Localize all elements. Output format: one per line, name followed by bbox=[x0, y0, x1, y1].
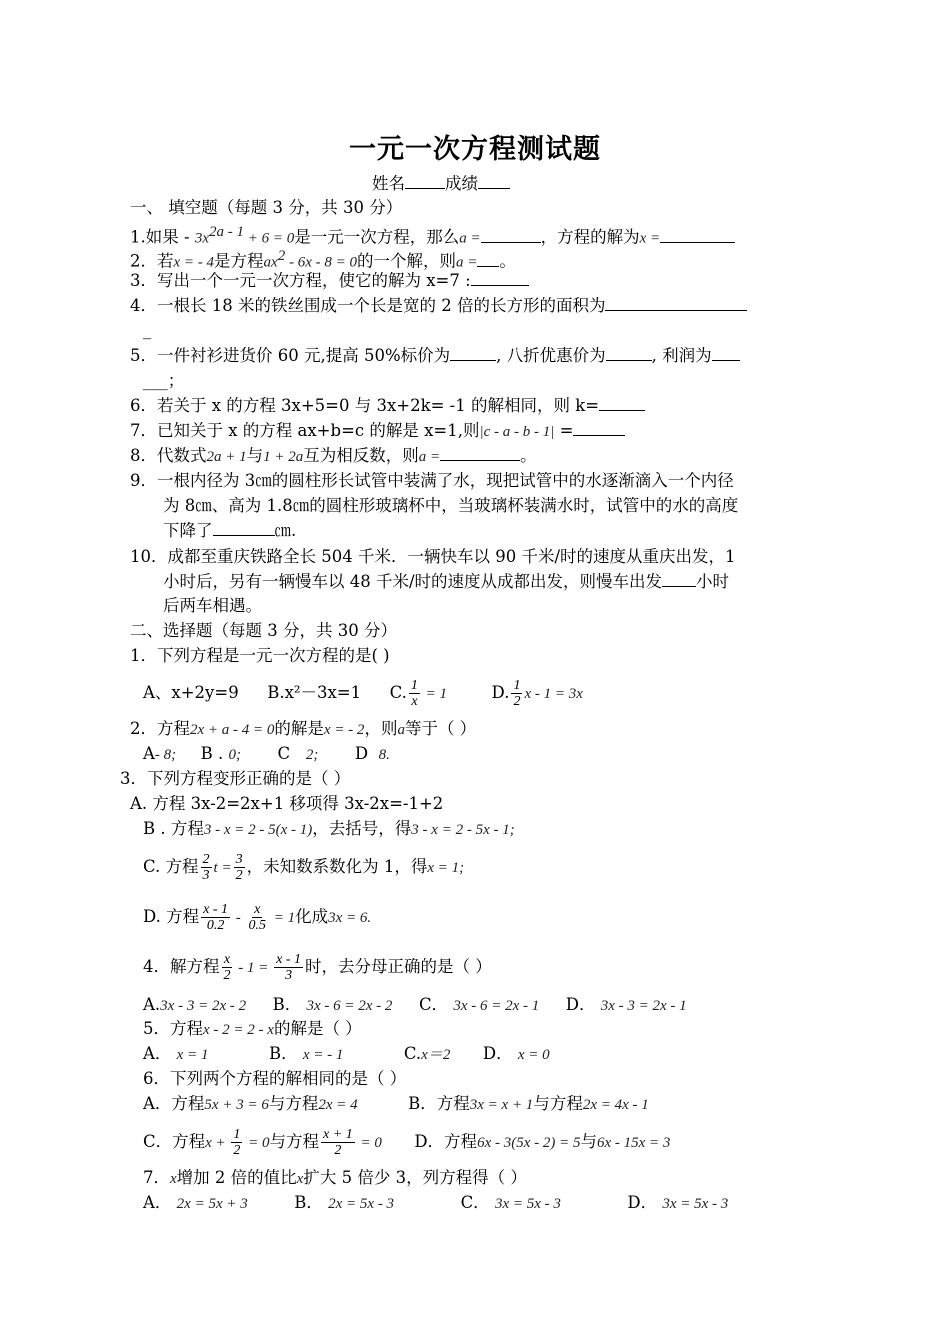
fill-q1: 1.如果 - $3x^{2a - 1} + 6 = 0$是一元一次方程，那么a = ，方程的解为x = bbox=[130, 220, 735, 251]
fill-q9-line1: 9．一根内径为 3㎝的圆柱形长试管中装满了水，现把试管中的水逐渐滴入一个内径 bbox=[130, 471, 734, 490]
fill-q5: 5．一件衬衫进货价 60 元,提高 50%标价为 , 八折优惠价为 , 利润为 bbox=[130, 344, 740, 368]
answer-blank[interactable] bbox=[481, 227, 541, 243]
fill-q6: 6．若关于 x 的方程 3x+5=0 与 3x+2k= -1 的解相同，则 k= bbox=[130, 394, 645, 418]
choice-q4-options: A.3x - 3 = 2x - 2 B． 3x - 6 = 2x - 2 C． 3x - 6 = 2x - 1 D． 3x - 3 = 2x - 1 bbox=[143, 995, 687, 1014]
fill-q3: 3．写出一个一元一次方程，使它的解为 x=7 : bbox=[130, 269, 529, 293]
answer-blank[interactable] bbox=[477, 251, 499, 267]
answer-blank[interactable] bbox=[440, 445, 520, 461]
fill-q8: 8．代数式2a + 1与1 + 2a互为相反数，则a = 。 bbox=[130, 446, 537, 465]
choice-q4-stem: 4．解方程 $\frac{x}{2}$ - 1 = $\frac{x - 1}{3}$ 时，去分母正确的是（ ） bbox=[143, 952, 492, 983]
fill-q7: 7．已知关于 x 的方程 ax+b=c 的解是 x=1,则|c - a - b - 1| = bbox=[130, 419, 625, 444]
score-blank[interactable] bbox=[478, 173, 510, 189]
choice-q5-stem: 5．方程x - 2 = 2 - x的解是（ ） bbox=[143, 1019, 362, 1038]
fill-q4: 4．一根长 18 米的铁丝围成一个长是宽的 2 倍的长方形的面积为 bbox=[130, 294, 747, 318]
choice-q2-stem: 2．方程2x + a - 4 = 0的解是x = - 2，则a等于（ ） bbox=[130, 719, 477, 738]
choice-q6-options-ab: A．方程5x + 3 = 6与方程2x = 4 B．方程3x = x + 1与方程2x = 4x - 1 bbox=[143, 1094, 649, 1113]
choice-q6-stem: 6．下列两个方程的解相同的是（ ） bbox=[143, 1069, 407, 1088]
fill-q10-line2: 小时后，另有一辆慢车以 48 千米/时的速度从成都出发，则慢车出发 小时 bbox=[163, 572, 730, 591]
answer-blank[interactable] bbox=[573, 420, 625, 436]
fill-q2: 2．若x = - 4是方程$ax^2 - 6x - 8 = 0$的一个解，则a = 。 bbox=[130, 248, 516, 271]
name-blank[interactable] bbox=[405, 173, 445, 189]
fill-q4-cont: _ bbox=[143, 320, 152, 339]
answer-blank[interactable] bbox=[606, 345, 652, 361]
choice-q7-stem: 7．x增加 2 倍的值比x扩大 5 倍少 3，列方程得（ ） bbox=[143, 1168, 527, 1187]
choice-q2-options: A- 8; B . 0; C 2; D 8. bbox=[143, 744, 390, 763]
answer-blank[interactable] bbox=[660, 227, 735, 243]
answer-blank[interactable] bbox=[605, 295, 747, 311]
page-title: 一元一次方程测试题 bbox=[349, 134, 601, 165]
fill-q10-line3: 后两车相遇。 bbox=[163, 596, 262, 615]
answer-blank[interactable] bbox=[599, 395, 645, 411]
answer-blank[interactable] bbox=[213, 520, 275, 536]
fill-q9-line2: 为 8㎝、高为 1.8㎝的圆柱形玻璃杯中，当玻璃杯装满水时，试管中的水的高度 bbox=[163, 496, 739, 515]
choice-q3-option-c[interactable]: C. 方程 $\frac{2}{3}$ t = $\frac{3}{2}$ ，未知数系数化为 1，得x = 1; bbox=[143, 852, 465, 883]
choice-q6-options-cd: C．方程x + $\frac{1}{2}$ = 0与方程 $\frac{x + 1}{2}$ = 0 D．方程6x - 3(5x - 2) = 5与6x - 15x = 3 bbox=[143, 1127, 671, 1158]
answer-blank[interactable] bbox=[662, 571, 696, 587]
fill-q9-line3: 下降了 ㎝. bbox=[163, 521, 297, 540]
name-score-line: 姓名 成绩 bbox=[372, 172, 510, 196]
choice-q1-stem: 1．下列方程是一元一次方程的是( ) bbox=[130, 646, 390, 665]
choice-q3-option-b[interactable]: B . 方程3 - x = 2 - 5(x - 1)，去括号，得3 - x = 2 - 5x - 1; bbox=[143, 819, 515, 838]
choice-q7-options: A． 2x = 5x + 3 B． 2x = 5x - 3 C． 3x = 5x - 3 D． 3x = 5x - 3 bbox=[143, 1193, 729, 1212]
answer-blank[interactable] bbox=[471, 270, 529, 286]
choice-q3-option-d[interactable]: D. 方程 $\frac{x - 1}{0.2}$ - $\frac{x}{0.5}$ = 1化成3x = 6. bbox=[143, 902, 372, 933]
choice-q5-options: A． x = 1 B． x = - 1 C.x＝2 D． x = 0 bbox=[143, 1044, 550, 1063]
fill-q10-line1: 10．成都至重庆铁路全长 504 千米．一辆快车以 90 千米/时的速度从重庆出发，1 bbox=[130, 547, 736, 566]
fill-q5-cont: ___； bbox=[143, 371, 185, 390]
choice-q3-option-a[interactable]: A. 方程 3x-2=2x+1 移项得 3x-2x=-1+2 bbox=[130, 794, 444, 813]
section1-heading: 一、 填空题（每题 3 分，共 30 分） bbox=[130, 198, 403, 217]
choice-q3-stem: 3．下列方程变形正确的是（ ） bbox=[120, 769, 351, 788]
answer-blank[interactable] bbox=[450, 345, 496, 361]
choice-q1-options: A、x+2y=9 B.x²－3x=1 C. $\frac{1}{x}$ = 1 D. $\frac{1}{2}$ x - 1 = 3x bbox=[143, 678, 583, 709]
answer-blank[interactable] bbox=[712, 345, 740, 361]
section2-heading: 二、选择题（每题 3 分，共 30 分） bbox=[130, 621, 397, 640]
